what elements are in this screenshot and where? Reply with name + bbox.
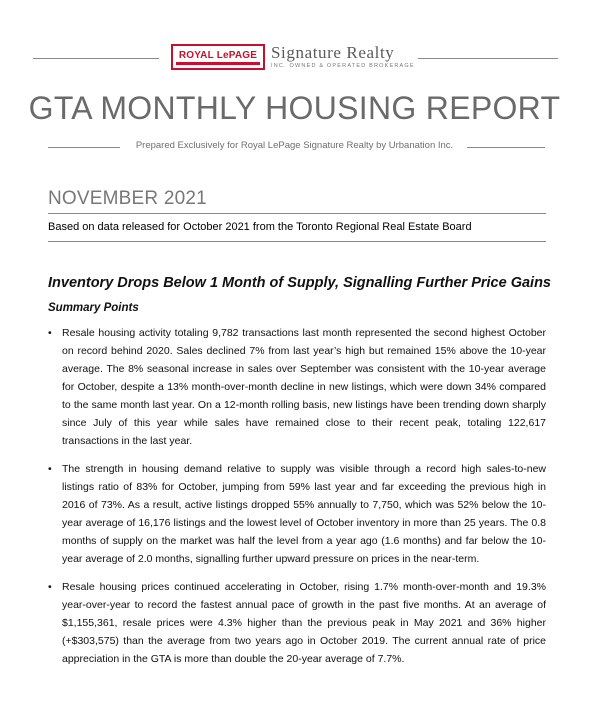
summary-list bbox=[48, 324, 546, 668]
brand-logo bbox=[171, 44, 415, 70]
summary-bullet: • The strength in housing demand relative to supply was visible through a record high sales-to-new listings ratio of 83% for October, jumping from 59% last year and far exceeding the previous high in 2016 of 73%. As a result, active listings dropped 55% annually to 7,750, which was 52% below the 10-year average of 16,176 listings and the lowest level of October inventory in more than 25 years. The 0.8 months of supply on the market was half the level from a year ago (1.6 months) and far below the 10-year average of 2.0 months, signalling further upward pressure on prices in the near-term. bbox=[48, 460, 546, 568]
source-note: Based on data released for October 2021 from the Toronto Regional Real Estate Board bbox=[48, 221, 472, 233]
summary-bullet: • Resale housing prices continued accelerating in October, rising 1.7% month-over-month and 19.3% year-over-year to record the fastest annual pace of growth in the past five months. At an average of $1,155,361, resale prices were 4.3% higher than the previous peak in May 2021 and 36% higher (+$303,575) than the average from two years ago in October 2019. The current annual rate of price appreciation in the GTA is more than double the 20-year average of 7.7%. bbox=[48, 578, 546, 668]
royal-lepage-logo bbox=[171, 44, 265, 70]
brand-block bbox=[271, 44, 415, 70]
month-rule-bottom bbox=[48, 241, 546, 242]
report-title: GTA MONTHLY HOUSING REPORT bbox=[28, 90, 561, 126]
prepared-by-line: Prepared Exclusively for Royal LePage Signature Realty by Urbanation Inc. bbox=[135, 140, 454, 151]
summary-bullet: • Resale housing activity totaling 9,782 transactions last month represented the second highest October on record behind 2020. Sales declined 7% from last year’s high but remained 15% above the 10-year average. The 8% seasonal increase in sales over September was consistent with the 10-year average for October, despite a 13% month-over-month decline in new listings, which were down 34% compared to the same month last year. On a 12-month rolling basis, new listings have been trending down sharply since July of this year while sales have remained close to their recent peak, totaling 122,617 transactions in the last year. bbox=[48, 324, 546, 450]
month-rule-top bbox=[48, 213, 546, 214]
summary-heading: Summary Points bbox=[48, 302, 139, 314]
brand-name: Signature Realty bbox=[271, 43, 395, 62]
header-rule-left bbox=[33, 58, 159, 59]
royal-lepage-wordmark: ROYAL LePAGE bbox=[178, 49, 258, 61]
header-rule-right bbox=[418, 58, 558, 59]
brand-tagline: INC. OWNED & OPERATED BROKERAGE bbox=[271, 63, 415, 69]
report-month: NOVEMBER 2021 bbox=[48, 188, 207, 209]
logo-red-bar bbox=[176, 62, 260, 65]
article-headline: Inventory Drops Below 1 Month of Supply, Signalling Further Price Gains bbox=[48, 275, 551, 291]
